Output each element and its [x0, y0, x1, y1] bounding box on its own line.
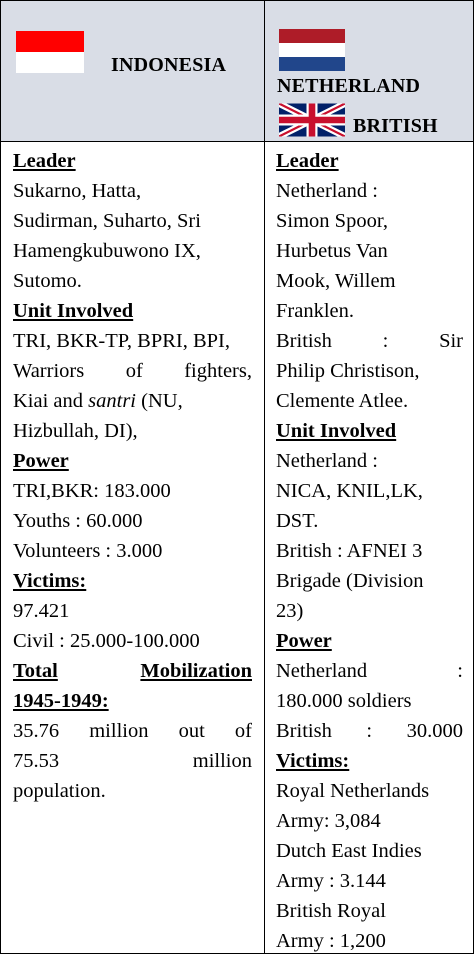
power-heading: Power	[13, 450, 69, 472]
header-indonesia	[1, 1, 265, 142]
power-line: Volunteers : 3.000	[13, 540, 163, 562]
victims-line: Army: 3,084	[276, 810, 381, 832]
unit-line: Netherland :	[276, 450, 378, 472]
victims-line: Royal Netherlands	[276, 780, 430, 802]
indonesia-column	[1, 142, 265, 953]
power-line: Netherland :	[276, 660, 463, 682]
power-heading: Power	[276, 630, 332, 652]
netherland-british-column	[265, 142, 473, 953]
header-netherland-label: NETHERLAND	[277, 75, 421, 97]
power-line: TRI,BKR: 183.000	[13, 480, 171, 502]
victims-line: Dutch East Indies	[276, 840, 422, 862]
unit-line: Hizbullah, DI),	[13, 420, 138, 442]
header-british-label: BRITISH	[353, 115, 438, 137]
unit-line: DST.	[276, 510, 319, 532]
total-line: 35.76 million out of	[13, 720, 252, 742]
victims-heading: Victims:	[276, 750, 350, 772]
indonesia-flag-icon	[16, 31, 84, 73]
leader-line: Sukarno, Hatta,	[13, 180, 142, 202]
netherlands-flag-icon	[279, 29, 345, 71]
victims-line: Army : 3.144	[276, 870, 386, 892]
total-mobilization-heading: Total Mobilization	[13, 660, 252, 682]
leader-line: Clemente Atlee.	[276, 390, 409, 412]
leader-line: Simon Spoor,	[276, 210, 388, 232]
unit-line: Brigade (Division	[276, 570, 424, 592]
victims-line: 97.421	[13, 600, 70, 622]
leader-heading: Leader	[13, 150, 76, 172]
leader-line: Hurbetus Van	[276, 240, 388, 262]
unit-line: British : AFNEI 3	[276, 540, 423, 562]
power-line: Youths : 60.000	[13, 510, 143, 532]
unit-line: Kiai and santri (NU,	[13, 390, 183, 412]
victims-line: Civil : 25.000-100.000	[13, 630, 200, 652]
leader-line: Philip Christison,	[276, 360, 420, 382]
victims-line: British Royal	[276, 900, 386, 922]
total-line: population.	[13, 780, 106, 802]
union-jack-icon	[279, 103, 345, 137]
unit-heading: Unit Involved	[13, 300, 134, 322]
victims-line: Army : 1,200	[276, 930, 386, 952]
total-mobilization-years: 1945-1949:	[13, 690, 109, 712]
victims-heading: Victims:	[13, 570, 87, 592]
header-netherland-british	[265, 1, 473, 142]
leader-line: Hamengkubuwono IX,	[13, 240, 201, 262]
unit-line: NICA, KNIL,LK,	[276, 480, 423, 502]
leader-line: British : Sir	[276, 330, 463, 352]
leader-line: Sudirman, Suharto, Sri	[13, 210, 201, 232]
leader-line: Franklen.	[276, 300, 354, 322]
power-line: 180.000 soldiers	[276, 690, 412, 712]
leader-heading: Leader	[276, 150, 339, 172]
total-line: 75.53 million	[13, 750, 252, 772]
leader-line: Mook, Willem	[276, 270, 396, 292]
leader-line: Sutomo.	[13, 270, 82, 292]
unit-line: 23)	[276, 600, 304, 622]
header-indonesia-label: INDONESIA	[111, 54, 227, 76]
leader-line: Netherland :	[276, 180, 378, 202]
unit-heading: Unit Involved	[276, 420, 397, 442]
unit-line: TRI, BKR-TP, BPRI, BPI,	[13, 330, 231, 352]
unit-line: Warriors of fighters,	[13, 360, 252, 382]
power-line: British : 30.000	[276, 720, 463, 742]
